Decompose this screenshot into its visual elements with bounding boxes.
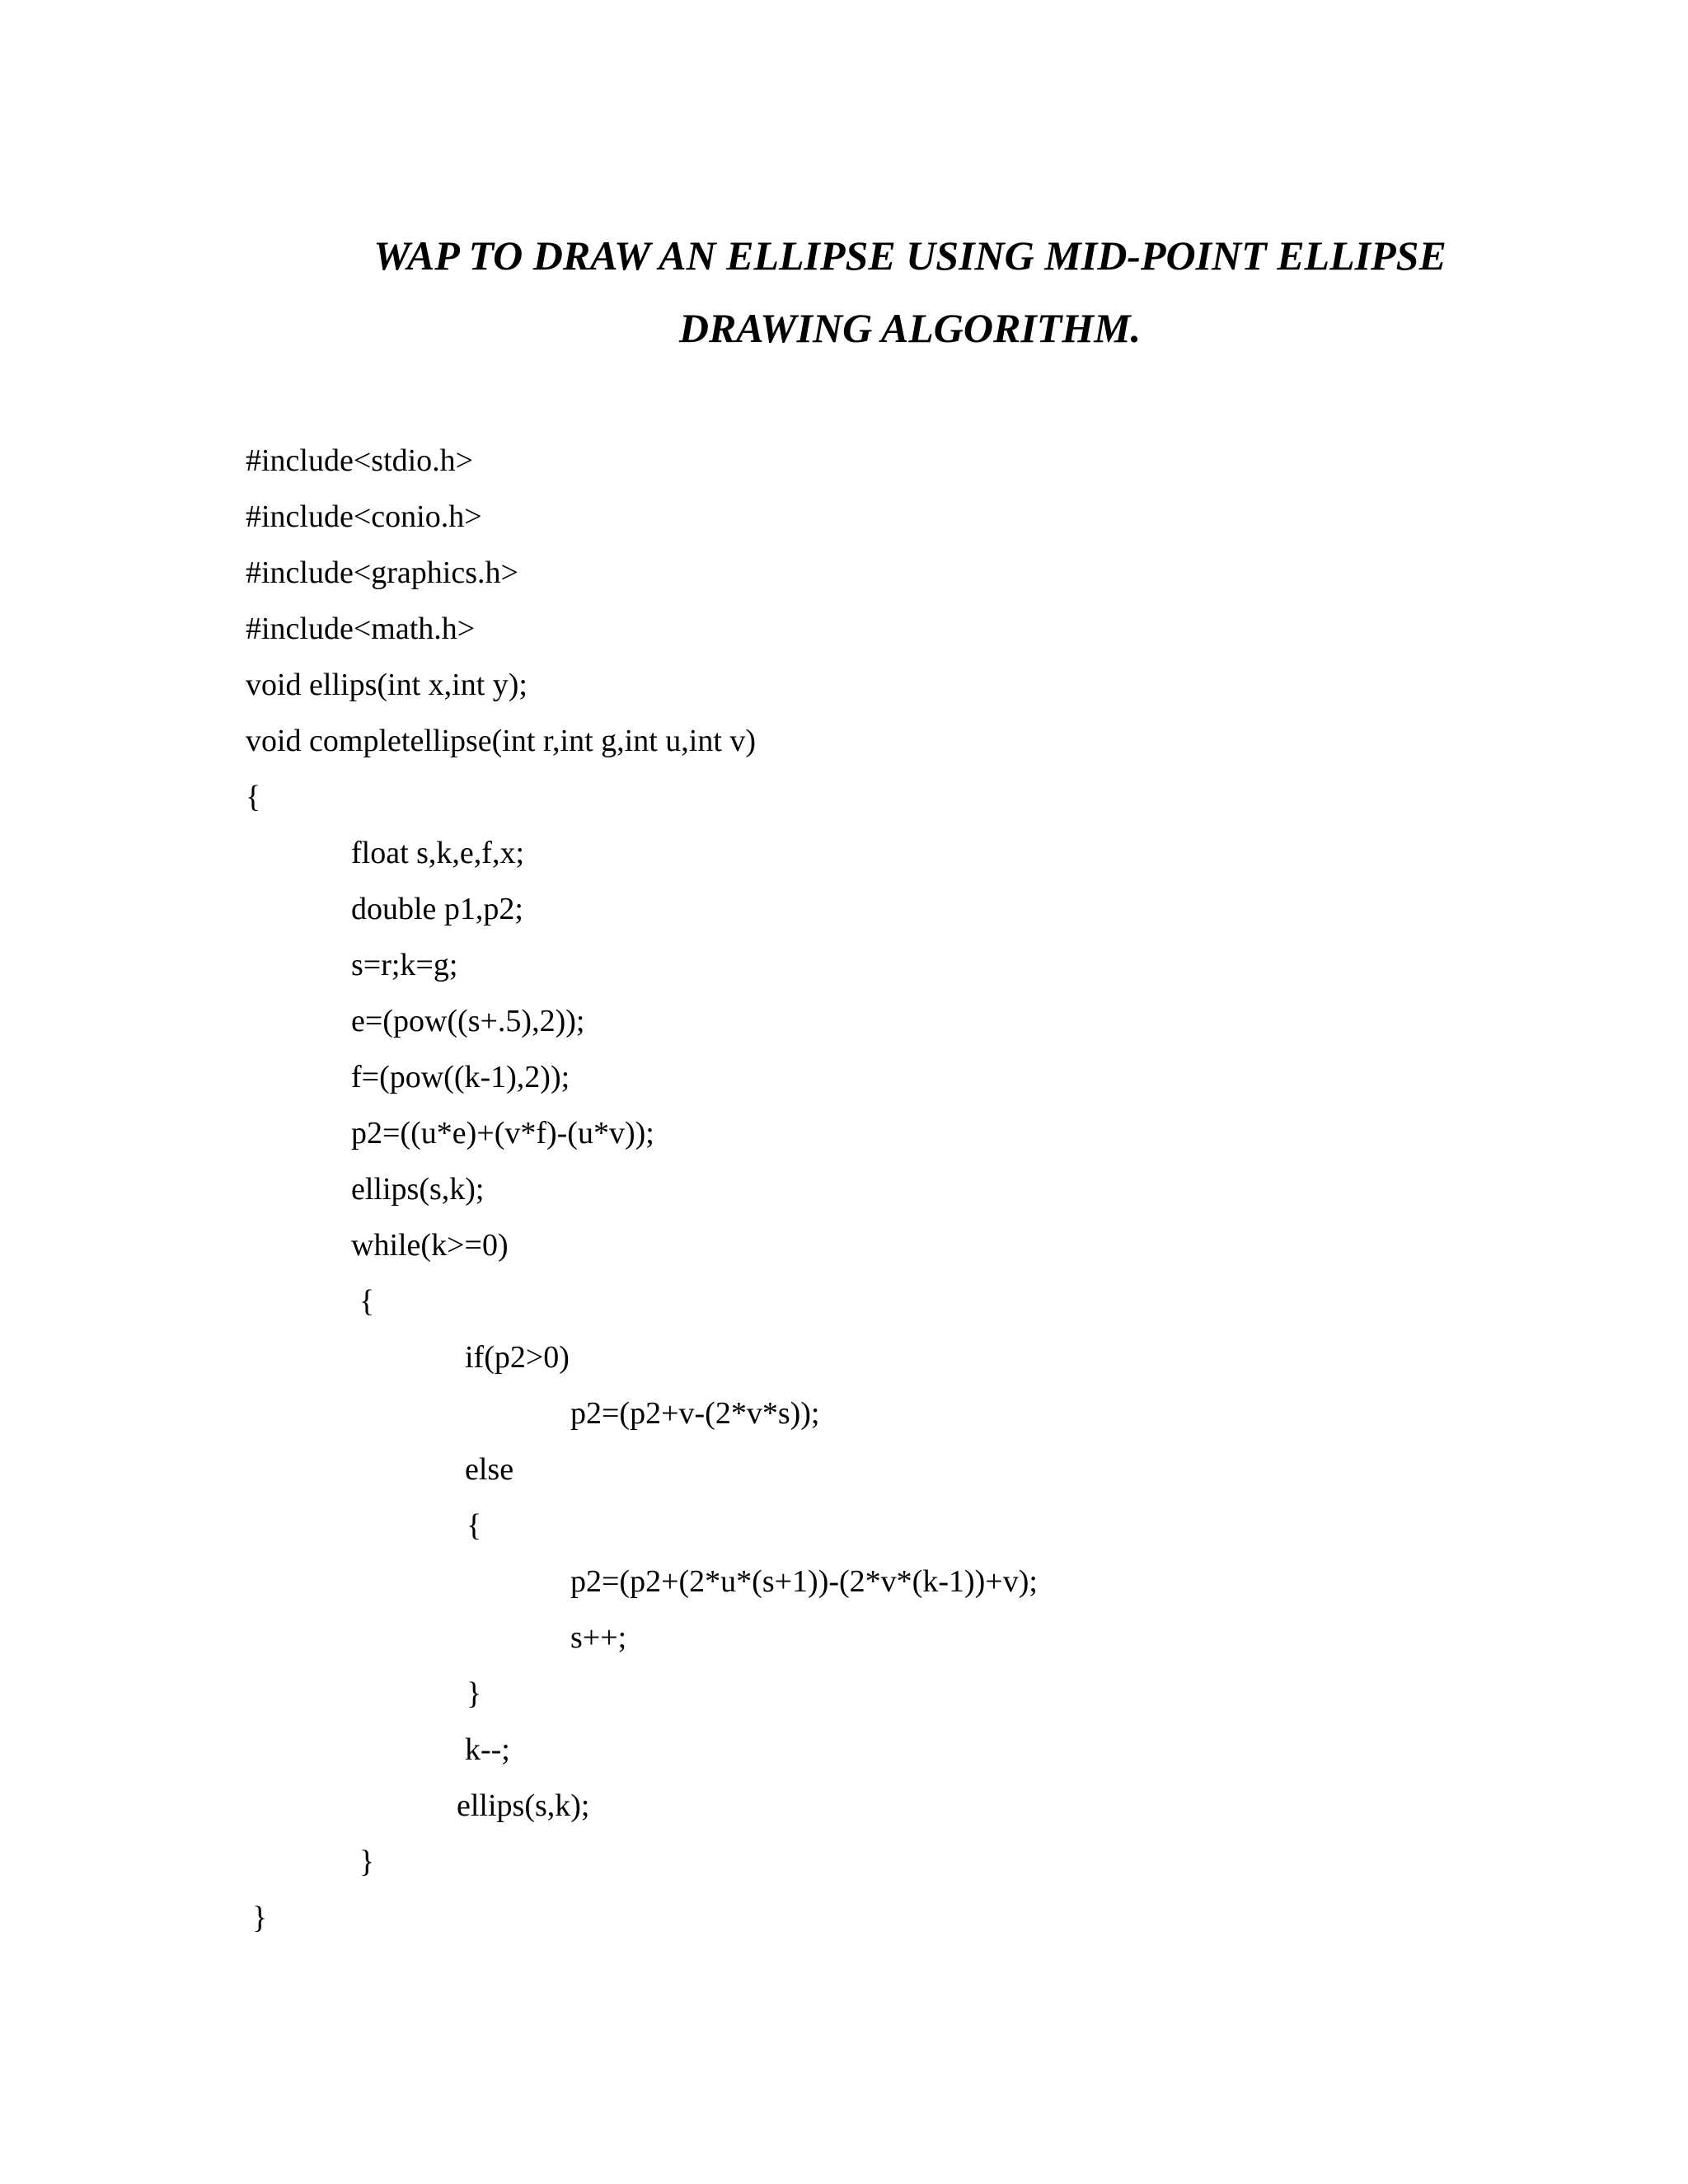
document-title-line-2: DRAWING ALGORITHM. [678, 305, 1142, 351]
code-line: else [465, 1452, 514, 1487]
code-line: { [359, 1284, 375, 1319]
code-line: #include<stdio.h> [246, 443, 474, 478]
code-line: void completellipse(int r,int g,int u,int v) [246, 724, 757, 758]
code-line: p2=((u*e)+(v*f)-(u*v)); [351, 1116, 654, 1151]
code-line: k--; [465, 1732, 510, 1767]
code-line: while(k>=0) [351, 1228, 509, 1263]
code-line: float s,k,e,f,x; [351, 836, 525, 870]
code-line: if(p2>0) [465, 1340, 570, 1375]
code-line: f=(pow((k-1),2)); [351, 1060, 570, 1094]
code-line: { [467, 1508, 482, 1543]
code-line: void ellips(int x,int y); [246, 668, 528, 702]
code-line: #include<math.h> [246, 612, 476, 646]
code-line: { [246, 780, 261, 814]
code-line: p2=(p2+(2*u*(s+1))-(2*v*(k-1))+v); [570, 1564, 1038, 1599]
code-line: } [359, 1844, 375, 1879]
code-line: ellips(s,k); [351, 1172, 485, 1207]
code-line: p2=(p2+v-(2*v*s)); [570, 1396, 820, 1431]
code-line: #include<conio.h> [246, 499, 482, 534]
code-line: } [467, 1676, 482, 1711]
code-line: #include<graphics.h> [246, 555, 518, 590]
code-line: s=r;k=g; [351, 948, 458, 982]
document-title-line-1: WAP TO DRAW AN ELLIPSE USING MID-POINT ELLIPSE [373, 232, 1447, 279]
code-line: s++; [570, 1620, 627, 1655]
code-line: double p1,p2; [351, 892, 523, 926]
code-line: e=(pow((s+.5),2)); [351, 1004, 585, 1038]
code-line: ellips(s,k); [457, 1788, 590, 1823]
code-line: } [252, 1900, 268, 1935]
